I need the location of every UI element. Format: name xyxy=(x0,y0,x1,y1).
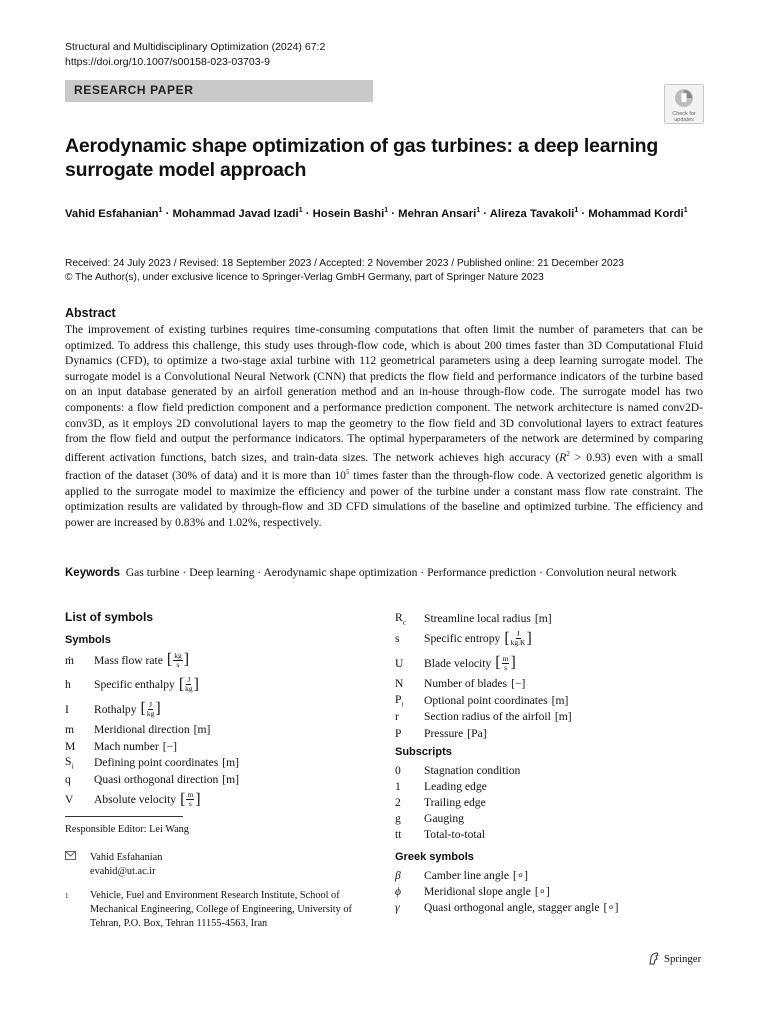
greek-symbols-list xyxy=(395,867,715,915)
symbol-row xyxy=(395,810,715,826)
symbol-char: ṁ xyxy=(65,653,75,667)
symbol-description: Number of blades xyxy=(424,677,508,691)
symbol-row xyxy=(395,762,715,778)
symbol-subscript: i xyxy=(71,762,74,771)
affiliation xyxy=(65,889,355,931)
unit-denominator: kg.K xyxy=(510,638,526,648)
symbol xyxy=(395,693,424,708)
affiliation-text: Vehicle, Fuel and Environment Research Institute, School of Mechanical Engineering, College of Engineering, University of Tehran, P.O. Box, Tehran 11155-4563, Iran xyxy=(90,890,352,929)
symbol-char: S xyxy=(65,755,72,769)
abstract-heading: Abstract xyxy=(65,306,116,320)
r-squared-value: > 0.93) xyxy=(569,450,611,464)
symbol-char: P xyxy=(395,726,402,740)
symbol xyxy=(395,727,424,740)
exponent-5: 5 xyxy=(345,468,350,477)
publication-dates xyxy=(65,257,705,285)
symbol xyxy=(395,885,424,898)
symbol-description: Defining point coordinates xyxy=(94,756,219,770)
crossmark-text-2: updates xyxy=(674,117,694,123)
author-affiliation-sup: 1 xyxy=(476,207,481,214)
author-name[interactable]: Hosein Bashi xyxy=(312,207,385,220)
publisher-logo xyxy=(648,952,701,965)
symbol xyxy=(65,773,94,786)
r-squared-var: R xyxy=(559,450,567,464)
symbol-char: g xyxy=(395,811,401,825)
unit-denominator: kg xyxy=(146,708,155,718)
envelope-icon xyxy=(65,851,90,865)
symbol-char: M xyxy=(65,739,76,753)
symbol-description: Quasi orthogonal direction xyxy=(94,772,219,786)
symbol xyxy=(395,901,424,914)
keywords-label: Keywords xyxy=(65,567,120,579)
symbol xyxy=(395,780,424,793)
keywords-text: Gas turbine · Deep learning · Aerodynamic shape optimization · Performance prediction · Convolution neural network xyxy=(125,566,677,579)
list-of-symbols-heading: List of symbols xyxy=(65,610,154,624)
symbol-row xyxy=(395,610,715,627)
symbol-description: Mach number xyxy=(94,739,159,753)
symbols-heading: Symbols xyxy=(65,634,111,646)
author-affiliation-sup: 1 xyxy=(384,207,389,214)
paper-title: Aerodynamic shape optimization of gas turbines: a deep learning surrogate model approach xyxy=(65,135,659,181)
symbol-char: q xyxy=(65,772,71,786)
author-affiliation-sup: 1 xyxy=(574,207,579,214)
symbol-unit: [ $\frac{kg}{s}$ ] xyxy=(166,650,190,669)
symbol xyxy=(395,677,424,690)
publisher-name: Springer xyxy=(664,952,702,965)
symbol-description: Camber line angle xyxy=(424,868,509,882)
crossmark-text-1: Check for xyxy=(672,111,696,117)
symbol xyxy=(65,755,94,770)
symbol-unit: [m] xyxy=(534,611,552,625)
article-type-label: RESEARCH PAPER xyxy=(74,83,194,97)
symbol xyxy=(395,632,424,645)
symbol-description: Pressure xyxy=(424,726,464,740)
author-name[interactable]: Vahid Esfahanian xyxy=(65,207,159,220)
symbol-row xyxy=(65,673,365,698)
symbol-description: Gauging xyxy=(424,811,464,825)
symbol-row xyxy=(395,725,715,742)
keywords xyxy=(65,565,705,581)
symbol-row xyxy=(395,709,715,726)
journal-citation: Structural and Multidisciplinary Optimization (2024) 67:2 xyxy=(65,41,326,53)
symbol-description: Leading edge xyxy=(424,779,487,793)
symbol-row xyxy=(395,899,715,915)
symbol-description: Total-to-total xyxy=(424,827,486,841)
symbol-unit: [ $\frac{J}{kg.K}$ ] xyxy=(504,629,532,648)
author-name[interactable]: Alireza Tavakoli xyxy=(489,207,575,220)
corresponding-email[interactable]: evahid@ut.ac.ir xyxy=(90,866,156,877)
symbol-unit: [−] xyxy=(511,677,526,691)
symbol xyxy=(395,869,424,882)
symbol-unit: [m] xyxy=(222,756,240,770)
symbol-description: Rothalpy xyxy=(94,702,137,716)
symbol-description: Mass flow rate xyxy=(94,653,163,667)
r-squared-exp: 2 xyxy=(566,449,570,458)
symbol-unit: [−] xyxy=(162,739,177,753)
symbol-unit: [Pa] xyxy=(467,726,487,740)
symbol-row xyxy=(65,697,365,722)
symbol-unit: [ $\frac{m}{s}$ ] xyxy=(495,653,516,672)
symbol xyxy=(395,812,424,825)
symbol-char: r xyxy=(395,710,399,724)
author-name[interactable]: Mohammad Kordi xyxy=(588,207,684,220)
symbol xyxy=(65,740,94,753)
symbol xyxy=(65,723,94,736)
symbol xyxy=(395,611,424,626)
symbol-char: 1 xyxy=(395,779,401,793)
doi-link[interactable]: https://doi.org/10.1007/s00158-023-03703-9 xyxy=(65,56,270,68)
symbol xyxy=(65,678,94,691)
unit-denominator: kg xyxy=(185,684,193,694)
symbol-row xyxy=(65,648,365,673)
symbol-description: Optional point coordinates xyxy=(424,693,548,707)
symbol-description: Stagnation condition xyxy=(424,763,521,777)
abstract-part-2: even with a small fraction of the dataset (30% of data) and it is more than 10 xyxy=(65,450,703,483)
unit-numerator: J xyxy=(149,699,153,709)
symbol-char: V xyxy=(65,793,74,807)
abstract-body xyxy=(65,322,703,530)
symbol-unit: [ $\frac{J}{kg}$ ] xyxy=(178,675,199,694)
journal-info xyxy=(65,40,325,70)
symbols-list-left xyxy=(65,648,365,812)
symbol-row xyxy=(395,794,715,810)
symbol-char: P xyxy=(395,692,402,706)
symbol-description: Meridional slope angle xyxy=(424,884,531,898)
symbol-row xyxy=(65,788,365,813)
symbol-char: m xyxy=(65,723,75,737)
unit-numerator: kg xyxy=(174,650,182,660)
symbol xyxy=(395,828,424,841)
author-name[interactable]: Mehran Ansari xyxy=(398,207,477,220)
symbol-description: Blade velocity xyxy=(424,656,492,670)
subscripts-heading: Subscripts xyxy=(395,746,452,758)
springer-horse-icon xyxy=(648,952,660,965)
symbol-char: h xyxy=(65,678,71,692)
symbol-row xyxy=(395,651,715,676)
author-affiliation-sup: 1 xyxy=(158,207,163,214)
symbol xyxy=(395,657,424,670)
symbol xyxy=(395,764,424,777)
symbol-description: Specific entropy xyxy=(424,632,501,646)
symbol-unit: [m] xyxy=(193,723,211,737)
symbol xyxy=(395,796,424,809)
symbol-description: Section radius of the airfoil xyxy=(424,710,551,724)
symbol-unit: [∘] xyxy=(534,885,550,898)
symbol xyxy=(395,710,424,723)
symbol-row xyxy=(395,883,715,899)
unit-denominator: s xyxy=(188,799,192,809)
symbol-char: tt xyxy=(395,827,402,841)
symbol-unit: [ $\frac{J}{kg}$ ] xyxy=(140,699,161,718)
author-list: Vahid Esfahanian$^1$ · Mohammad Javad Izadi$^1$ · Hosein Bashi$^1$ · Mehran Ansari$^1$ · Alireza Tavakoli$^1$ · Mohammad Kordi$^1$ xyxy=(65,207,688,220)
symbol-char: 0 xyxy=(395,763,401,777)
symbol-description: Quasi orthogonal angle, stagger angle xyxy=(424,900,600,914)
symbol-subscript: i xyxy=(401,699,404,708)
responsible-editor: Responsible Editor: Lei Wang xyxy=(65,824,189,835)
symbol-description: Streamline local radius xyxy=(424,611,531,625)
symbol-description: Specific enthalpy xyxy=(94,678,175,692)
symbol-unit: [∘] xyxy=(513,869,528,882)
symbol-row xyxy=(395,867,715,883)
unit-denominator: s xyxy=(176,659,180,669)
symbol-row xyxy=(65,722,365,739)
abstract-part-1: The improvement of existing turbines requires time-consuming computations that often limit the number of parameters that can be optimized. To address this challenge, this study uses through-flow code, which is about 200 times faster than 3D Computational Fluid Dynamics (CFD), to optimize a two-stage axial turbine with 112 geometrical parameters using a deep learning surrogate model. The surrogate model is a Convolutional Neural Network (CNN) that predicts the flow field and performance indicators of the turbine based on an input database generated by an airfoil generation method and an in-house through-flow code. The surrogate model has two components: a flow field prediction component and a performance prediction component. The network architecture is named conv2D-conv3D, as it employs 2D convolutional layers to map the geometry to the flow field and 3D convolutional layers to extract features from the flow field and output the performance indicators. The optimal hyperparameters of the network are determined by comparing different activation functions, batch sizes, and train-data sizes. The network achieves high accuracy ( xyxy=(65,323,703,464)
symbol-unit: [∘] xyxy=(603,901,619,914)
affiliation-number: 1 xyxy=(65,892,69,900)
dates-line: Received: 24 July 2023 / Revised: 18 September 2023 / Accepted: 2 November 2023 / Published online: 21 December 2023 xyxy=(65,258,624,269)
unit-numerator: J xyxy=(516,629,520,639)
symbol-row xyxy=(65,738,365,755)
symbol-description: Absolute velocity xyxy=(94,793,177,807)
symbol-unit: [m] xyxy=(551,693,569,707)
unit-numerator: m xyxy=(187,790,194,800)
symbol-char: 2 xyxy=(395,795,401,809)
author-name[interactable]: Mohammad Javad Izadi xyxy=(172,207,299,220)
symbol-char: R xyxy=(395,610,403,624)
corresponding-name: Vahid Esfahanian xyxy=(90,852,163,863)
symbol-unit: [m] xyxy=(554,710,572,724)
symbol-subscript: c xyxy=(402,617,406,626)
author-affiliation-sup: 1 xyxy=(298,207,303,214)
abstract-part-3: times faster than the through-flow code. A vectorized genetic algorithm is applied to the surrogate model to maximize the efficiency and power of the turbine under a constant mass flow rate constraint. The optimization results are validated by through-flow and 3D CFD simulations of the baseline and optimized turbine. The efficiency and power are increased by 0.83% and 1.02%, respectively. xyxy=(65,469,703,529)
symbol xyxy=(65,703,94,716)
symbol-row xyxy=(65,755,365,772)
subscripts-list xyxy=(395,762,715,842)
crossmark-icon xyxy=(664,84,704,124)
symbol-char: s xyxy=(395,632,400,646)
article-type-banner xyxy=(65,80,373,102)
symbol-description: Trailing edge xyxy=(424,795,486,809)
symbol-row xyxy=(65,771,365,788)
symbol-row xyxy=(395,778,715,794)
symbol-char: U xyxy=(395,656,404,670)
symbol-description: Meridional direction xyxy=(94,723,190,737)
check-for-updates-badge[interactable] xyxy=(664,84,704,124)
unit-numerator: J xyxy=(187,675,191,685)
symbol xyxy=(65,793,94,806)
author-affiliation-sup: 1 xyxy=(683,207,688,214)
symbol-row xyxy=(395,692,715,709)
corresponding-author xyxy=(65,851,162,879)
symbol-unit: [m] xyxy=(222,772,240,786)
symbols-list-right xyxy=(395,610,715,742)
symbol-char: ϕ xyxy=(395,884,402,898)
symbol-char: β xyxy=(395,868,401,882)
footnote-rule xyxy=(65,816,183,817)
greek-symbols-heading: Greek symbols xyxy=(395,851,474,863)
symbol-row xyxy=(395,826,715,842)
unit-denominator: s xyxy=(504,662,507,672)
unit-numerator: m xyxy=(502,653,509,663)
symbol-char: γ xyxy=(395,900,400,914)
symbol-row xyxy=(395,627,715,652)
symbol xyxy=(65,654,94,667)
symbol-unit: [ $\frac{m}{s}$ ] xyxy=(180,790,201,809)
symbol-row xyxy=(395,676,715,693)
copyright-line: © The Author(s), under exclusive licence to Springer-Verlag GmbH Germany, part of Springer Nature 2023 xyxy=(65,272,544,283)
symbol-char: N xyxy=(395,677,404,691)
symbol-char: I xyxy=(65,702,69,716)
